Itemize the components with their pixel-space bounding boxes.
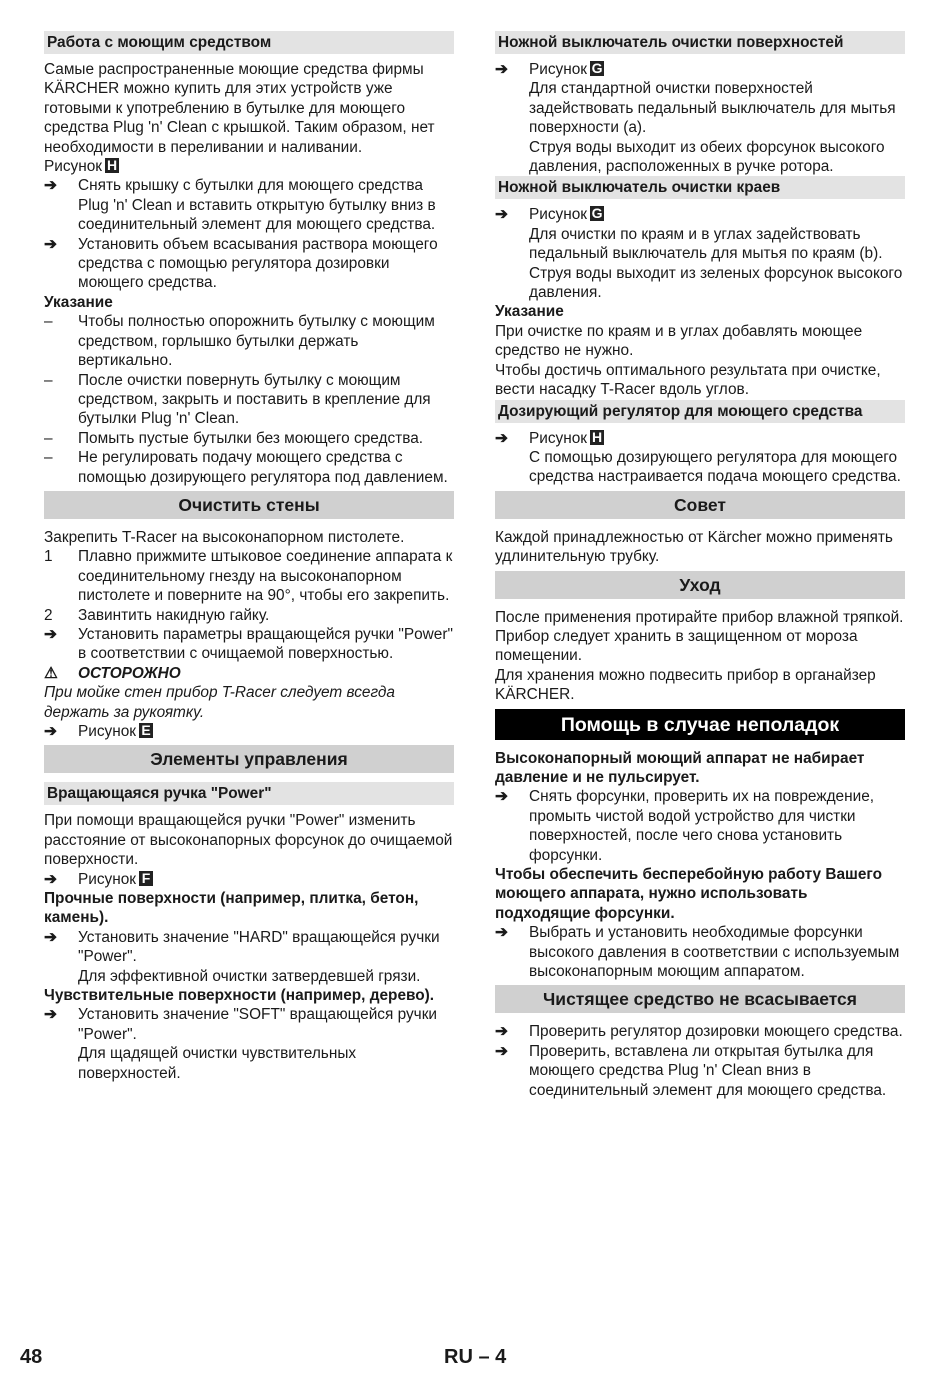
fault-2-step: ➔ Выбрать и установить необходимые форсунки высокого давления в соответствии с используемым высоконапорным моющим аппаратом. [495, 924, 900, 981]
section-label: RU – 4 [444, 1346, 507, 1368]
heading-no-suction: Чистящее средство не всасывается [495, 985, 905, 1013]
heading-controls: Элементы управления [44, 745, 454, 773]
arrow-icon: ➔ [44, 723, 57, 740]
fault-1-heading: Высоконапорный моющий аппарат не набирает давление и не пульсирует. [495, 749, 865, 786]
note-item-2: – После очистки повернуть бутылку с моющим средством, закрыть и поставить в крепление для бутылки Plug 'n' Clean. [44, 371, 431, 428]
dash-icon: – [44, 429, 53, 447]
figure-g-badge: G [591, 205, 603, 222]
walls-intro: Закрепить T-Racer на высоконапорном пистолете. [44, 528, 405, 546]
fault-1-step: ➔ Снять форсунки, проверить их на повреждение, промыть чистой водой устройство для чистки поверхностей, после чего снова установить форсунки. [495, 788, 875, 864]
right-column [495, 31, 905, 1100]
edge-note-1: При очистке по краям и в углах добавлять моющее средство не нужно. [495, 322, 863, 360]
figure-f-badge: F [139, 871, 153, 886]
detergent-step-2: ➔ Установить объем всасывания раствора моющего средства с помощью регулятора дозировки моющего средства. [44, 235, 438, 292]
arrow-icon: ➔ [44, 870, 57, 888]
figure-e-badge: E [139, 723, 153, 738]
warning-triangle-icon: ⚠ [44, 664, 58, 682]
surface-pedal-text-1: Для стандартной очистки поверхностей задействовать педальный выключатель для мытья поверхности (a). [529, 80, 896, 137]
note-item-1: – Чтобы полностью опорожнить бутылку с моющим средством, горлышко бутылки держать вертикально. [44, 313, 435, 370]
dash-icon: – [44, 371, 53, 389]
heading-surface-pedal: Ножной выключатель очистки поверхностей [495, 31, 905, 54]
heading-tip: Совет [495, 491, 905, 519]
arrow-icon: ➔ [44, 928, 57, 946]
figure-ref-g-1: ➔ Рисунок G [495, 60, 603, 78]
left-column [44, 31, 454, 1083]
arrow-icon: ➔ [44, 625, 57, 643]
figure-ref-g-2: ➔ Рисунок G [495, 205, 603, 224]
figure-h-badge: H [591, 428, 603, 445]
figure-g-badge: G [591, 60, 603, 76]
soft-step: ➔ Установить значение "SOFT" вращающейся ручки "Power". [44, 1006, 438, 1043]
figure-ref-h: Рисунок H [44, 157, 118, 176]
note-heading: Указание [495, 303, 564, 321]
caution-text: При мойке стен прибор T-Racer следует всегда держать за рукоятку. [44, 684, 395, 721]
edge-pedal-text-1: Для очистки по краям и в углах задействовать педальный выключатель для мытья по краям (b). [529, 225, 883, 263]
hard-step: ➔ Установить значение "HARD" вращающейся ручки "Power". [44, 928, 440, 966]
heading-care: Уход [495, 571, 905, 599]
caution-heading: ⚠ ОСТОРОЖНО [44, 664, 181, 682]
arrow-icon: ➔ [44, 1006, 57, 1024]
edge-pedal-text-2: Струя воды выходит из зеленых форсунок высокого давления. [529, 264, 903, 302]
figure-ref-e: ➔ Рисунок E [44, 722, 454, 741]
arrow-icon: ➔ [44, 177, 57, 195]
care-text-2: Прибор следует хранить в защищенном от мороза помещении. [495, 627, 858, 665]
note-item-3: – Помыть пустые бутылки без моющего средства. [44, 429, 424, 447]
walls-step-3: ➔ Установить параметры вращающейся ручки "Power" в соответствии с очищаемой поверхностью. [44, 625, 453, 663]
arrow-icon: ➔ [495, 1023, 508, 1041]
soft-surfaces-heading: Чувствительные поверхности (например, дерево). [44, 987, 435, 1005]
arrow-icon: ➔ [495, 788, 508, 806]
soft-step-note: Для щадящей очистки чувствительных поверхностей. [78, 1045, 357, 1082]
figure-ref-f: ➔ Рисунок F [44, 870, 454, 889]
heading-edge-pedal: Ножной выключатель очистки краев [495, 176, 905, 199]
dash-icon: – [44, 313, 53, 331]
surface-pedal-text-2: Струя воды выходит из обеих форсунок высокого давления, расположенных в ручке ротора. [529, 138, 885, 176]
figure-ref-h-2: ➔ Рисунок H [495, 428, 603, 447]
hard-step-note: Для эффективной очистки затвердевшей грязи. [78, 967, 421, 985]
no-suction-step-1: ➔ Проверить регулятор дозировки моющего средства. [495, 1023, 903, 1041]
arrow-icon: ➔ [495, 924, 508, 942]
fault-2-heading: Чтобы обеспечить бесперебойную работу Вашего моющего аппарата, нужно использовать подходящие форсунки. [495, 866, 883, 922]
arrow-icon: ➔ [495, 206, 508, 224]
figure-h-badge: H [106, 157, 118, 174]
dosing-text: С помощью дозирующего регулятора для моющего средства настраивается подача моющего средства. [529, 448, 901, 486]
hard-surfaces-heading: Прочные поверхности (например, плитка, бетон, камень). [44, 890, 419, 927]
walls-step-2: 2 Завинтить накидную гайку. [44, 606, 270, 624]
heading-troubleshooting: Помощь в случае неполадок [495, 709, 905, 740]
care-text-1: После применения протирайте прибор влажной тряпкой. [495, 608, 904, 626]
heading-clean-walls: Очистить стены [44, 491, 454, 519]
heading-detergent: Работа с моющим средством [44, 31, 454, 54]
tip-text: Каждой принадлежностью от Kärcher можно применять удлинительную трубку. [495, 528, 893, 566]
no-suction-step-2: ➔ Проверить, вставлена ли открытая бутылка для моющего средства Plug 'n' Clean вниз в соединительный элемент для моющего средства. [495, 1042, 887, 1099]
dash-icon: – [44, 449, 53, 467]
heading-power-knob: Вращающаяся ручка "Power" [44, 782, 454, 805]
note-heading: Указание [44, 293, 113, 311]
power-knob-intro: При помощи вращающейся ручки "Power" изменить расстояние от высоконапорных форсунок до очищаемой поверхности. [44, 812, 453, 869]
detergent-intro: Самые распространенные моющие средства фирмы KÄRCHER можно купить для этих устройств уже готовыми к употреблению в бутылке для моющего средства Plug 'n' Clean с крышкой. Таким образом, нет необходимости в переливании и наливании. [44, 61, 435, 156]
arrow-icon: ➔ [495, 61, 508, 78]
note-item-4: – Не регулировать подачу моющего средства с помощью дозирующего регулятора под давлением. [44, 449, 448, 486]
care-text-3: Для хранения можно подвесить прибор в органайзер KÄRCHER. [495, 666, 876, 704]
walls-step-1: 1 Плавно прижмите штыковое соединение аппарата к соединительному гнезду на высоконапорном пистолете и поверните на 90°, чтобы его закрепить. [44, 548, 453, 605]
arrow-icon: ➔ [495, 1042, 508, 1060]
page-number: 48 [20, 1346, 43, 1368]
arrow-icon: ➔ [44, 235, 57, 253]
detergent-step-1: ➔ Снять крышку с бутылки для моющего средства Plug 'n' Clean и вставить открытую бутылку вниз в соединительный элемент для моющего средства. [44, 177, 436, 234]
arrow-icon: ➔ [495, 429, 508, 447]
edge-note-2: Чтобы достичь оптимального результата при очистке, вести насадку T-Racer вдоль углов. [495, 361, 881, 399]
heading-dosing-regulator: Дозирующий регулятор для моющего средства [495, 400, 905, 423]
